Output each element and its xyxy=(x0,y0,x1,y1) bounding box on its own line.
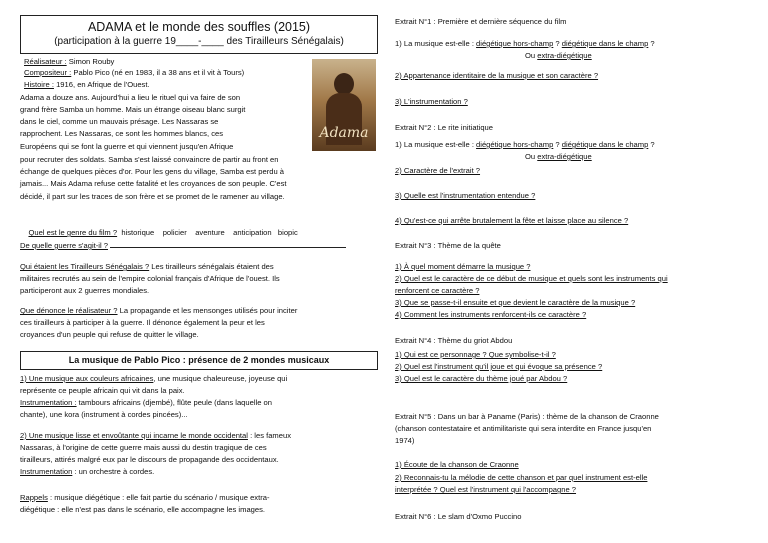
extrait3-q3 xyxy=(395,298,757,308)
question-text: 1) Qui est ce personnage ? Que symbolise-t-il ? xyxy=(395,350,556,359)
denonce-text: La propagande et les mensonges utilisés pour inciter xyxy=(117,306,298,315)
histoire-value: 1916, en Afrique de l'Ouest. xyxy=(53,80,150,89)
tirailleurs-text: Les tirailleurs sénégalais étaient des xyxy=(149,262,274,271)
extrait5-title: Extrait N°5 : Dans un bar à Paname (Paris) : thème de la chanson de Craonne xyxy=(395,412,659,421)
question-text: 3) Quel est le caractère du thème joué par Abdou ? xyxy=(395,374,568,383)
q1-prefix: 1) La musique est-elle : xyxy=(395,39,477,48)
monde1-instr: chante), une kora (instrument à cordes pincées)... xyxy=(20,410,188,419)
page-subtitle: (participation à la guerre 19____-____ des Tirailleurs Sénégalais) xyxy=(54,36,344,47)
separator: ? xyxy=(553,140,562,149)
separator: ? xyxy=(553,39,562,48)
extrait2-q4 xyxy=(395,216,757,226)
compositeur-label: Compositeur : xyxy=(24,68,72,77)
histoire-label: Histoire : xyxy=(24,80,54,89)
extrait5-q2-cont xyxy=(395,485,757,495)
extrait3-title: Extrait N°3 : Thème de la quête xyxy=(395,241,501,250)
question-text: 2) Reconnais-tu la mélodie de cette chanson et par quel instrument est-elle xyxy=(395,473,648,482)
rappels-line: diégétique : elle n'est pas dans le scénario, elle accompagne les images. xyxy=(20,505,266,514)
question-text: 2) Quel est l'instrument qu'il joue et qui évoque sa présence ? xyxy=(395,362,603,371)
question-text: 4) Qu'est-ce qui arrête brutalement la fête et laisse place au silence ? xyxy=(395,216,629,225)
extrait5-q2 xyxy=(395,473,757,483)
page-title: ADAMA et le monde des souffles (2015) xyxy=(87,20,311,34)
extrait4-q2 xyxy=(395,362,757,372)
extrait3-q1 xyxy=(395,262,757,272)
rappels-label: Rappels xyxy=(20,493,48,502)
denonce-question-label: Que dénonce le réalisateur ? xyxy=(20,306,118,315)
extrait2-q1 xyxy=(395,140,757,150)
synopsis-line: décidé, il part sur les traces de son frère et se promet de le ramener au village. xyxy=(20,192,285,201)
monde1-instr-text: tambours africains (djembé), flûte peule (dans laquelle on xyxy=(76,398,272,407)
synopsis-line: pour recruter des soldats. Samba s'est laissé convaincre de partir au front en xyxy=(20,155,279,164)
synopsis-line: Adama a douze ans. Aujourd'hui a lieu le rituel qui va faire de son xyxy=(20,93,241,102)
extrait2-q2 xyxy=(395,166,757,176)
monde2-instr xyxy=(20,467,378,477)
poster-figure-head xyxy=(334,73,354,95)
extrait3-q2 xyxy=(395,274,757,284)
realisateur-value: Simon Rouby xyxy=(66,57,115,66)
tirailleurs-question-label: Qui étaient les Tirailleurs Sénégalais ? xyxy=(20,262,150,271)
monde2-instr-text: : un orchestre à cordes. xyxy=(72,467,155,476)
question-text: 2) Caractère de l'extrait ? xyxy=(395,166,481,175)
separator: ? xyxy=(648,140,655,149)
monde1-instr-label: Instrumentation : xyxy=(20,398,77,407)
extrait1-q2 xyxy=(395,71,757,81)
question-text: 3) Quelle est l'instrumentation entendue ? xyxy=(395,191,536,200)
synopsis-line: échange de quelques pièces d'or. Pour les gens du village, Samba est perdu à xyxy=(20,167,285,176)
synopsis-line: rapprochent. Les Nassaras, ce sont les hommes blancs, ces xyxy=(20,129,224,138)
ou-label: Ou xyxy=(525,152,538,161)
ou-label: Ou xyxy=(525,51,538,60)
credits-compositeur xyxy=(24,68,314,78)
q1-prefix: 1) La musique est-elle : xyxy=(395,140,477,149)
answer-blank-line[interactable] xyxy=(110,240,346,248)
question-text: renforcent ce caractère ? xyxy=(395,286,480,295)
monde1-heading: 1) Une musique aux couleurs africaines xyxy=(20,374,154,383)
question-text: interprétée ? Quel est l'instrument qui l'accompagne ? xyxy=(395,485,577,494)
extrait2-q3 xyxy=(395,191,757,201)
extrait1-q1-or xyxy=(525,51,725,61)
question-text: 3) L'instrumentation ? xyxy=(395,97,468,106)
synopsis-line: dans le ciel, comme un mauvais présage. Les Nassaras se xyxy=(20,117,219,126)
compositeur-value: Pablo Pico (né en 1983, il a 38 ans et il vit à Tours) xyxy=(71,68,245,77)
rappels-text: : musique diégétique : elle fait partie du scénario / musique extra- xyxy=(47,493,270,502)
question-text: 4) Comment les instruments renforcent-ils ce caractère ? xyxy=(395,310,587,319)
extrait3-q4 xyxy=(395,310,757,320)
option-hors-champ[interactable]: diégétique hors-champ xyxy=(476,39,554,48)
tirailleurs-line xyxy=(20,262,378,272)
rappels-line xyxy=(20,493,378,503)
extrait1-q1 xyxy=(395,39,757,49)
credits-realisateur xyxy=(24,57,314,67)
denonce-line: ces tirailleurs à participer à la guerre. Il dénonce également la peur et les xyxy=(20,318,265,327)
realisateur-label: Réalisateur : xyxy=(24,57,67,66)
extrait4-q3 xyxy=(395,374,757,384)
monde2-text: : les fameux xyxy=(247,431,292,440)
option-extra-diegetique[interactable]: extra-diégétique xyxy=(537,152,592,161)
extrait4-title: Extrait N°4 : Thème du griot Abdou xyxy=(395,336,513,345)
separator: ? xyxy=(648,39,655,48)
question-text: 3) Que se passe-t-il ensuite et que devient le caractère de la musique ? xyxy=(395,298,636,307)
monde1-instr xyxy=(20,398,378,408)
extrait1-title: Extrait N°1 : Première et dernière séquence du film xyxy=(395,17,567,26)
monde2-heading: 2) Une musique lisse et envoûtante qui incarne le monde occidental xyxy=(20,431,248,440)
extrait6-title: Extrait N°6 : Le slam d'Oxmo Puccino xyxy=(395,512,522,521)
credits-histoire xyxy=(24,80,314,90)
monde2-line: Nassaras, à l'origine de cette guerre mais aussi du destin tragique de ces xyxy=(20,443,267,452)
genre-options: historique policier aventure anticipation biopic xyxy=(117,228,298,237)
option-dans-le-champ[interactable]: diégétique dans le champ xyxy=(561,140,649,149)
option-hors-champ[interactable]: diégétique hors-champ xyxy=(476,140,554,149)
guerre-question-label: De quelle guerre s'agit-il ? xyxy=(20,241,108,250)
extrait5-title: (chanson contestataire et antimilitariste qui sera interdite en France jusqu'en xyxy=(395,424,652,433)
denonce-line: croyances d'un peuple qui refuse de quitter le village. xyxy=(20,330,199,339)
monde2-line xyxy=(20,431,378,441)
monde2-instr-label: Instrumentation xyxy=(20,467,73,476)
question-text: 2) Appartenance identitaire de la musique et son caractère ? xyxy=(395,71,599,80)
question-text: 2) Quel est le caractère de ce début de musique et quels sont les instruments qui xyxy=(395,274,668,283)
film-poster-image xyxy=(312,59,376,151)
extrait4-q1 xyxy=(395,350,757,360)
question-text: 1) Écoute de la chanson de Craonne xyxy=(395,460,519,469)
denonce-line xyxy=(20,306,378,316)
section-title: La musique de Pablo Pico : présence de 2 mondes musicaux xyxy=(20,351,378,370)
genre-question-label: Quel est le genre du film ? xyxy=(28,228,118,237)
poster-logo: Adama xyxy=(319,125,369,141)
extrait5-title: 1974) xyxy=(395,436,415,445)
guerre-question xyxy=(20,240,378,251)
monde1-line: représente ce peuple africain qui vit dans la paix. xyxy=(20,386,185,395)
option-dans-le-champ[interactable]: diégétique dans le champ xyxy=(561,39,649,48)
extrait2-title: Extrait N°2 : Le rite initiatique xyxy=(395,123,494,132)
tirailleurs-line: participeront aux 2 guerres mondiales. xyxy=(20,286,150,295)
question-text: 1) À quel moment démarre la musique ? xyxy=(395,262,531,271)
monde1-line xyxy=(20,374,378,384)
extrait5-q1 xyxy=(395,460,757,470)
monde1-text: , une musique chaleureuse, joyeuse qui xyxy=(153,374,288,383)
extrait1-q3 xyxy=(395,97,757,107)
option-extra-diegetique[interactable]: extra-diégétique xyxy=(537,51,592,60)
tirailleurs-line: militaires recrutés au sein de l'empire colonial français d'Afrique de l'ouest. Ils xyxy=(20,274,280,283)
synopsis-line: grand frère Samba un homme. Mais un étrange oiseau blanc surgit xyxy=(20,105,246,114)
title-box xyxy=(20,15,378,54)
synopsis-line: jamais... Mais Adama refuse cette fatalité et les croyances de son peuple. C'est xyxy=(20,179,287,188)
synopsis-line: Européens qui se font la guerre et qui viennent jusqu'en Afrique xyxy=(20,142,234,151)
monde2-line: tirailleurs, attirés malgré eux par le discours de propagande des occidentaux. xyxy=(20,455,279,464)
extrait2-q1-or xyxy=(525,152,725,162)
extrait3-q2-cont xyxy=(395,286,757,296)
